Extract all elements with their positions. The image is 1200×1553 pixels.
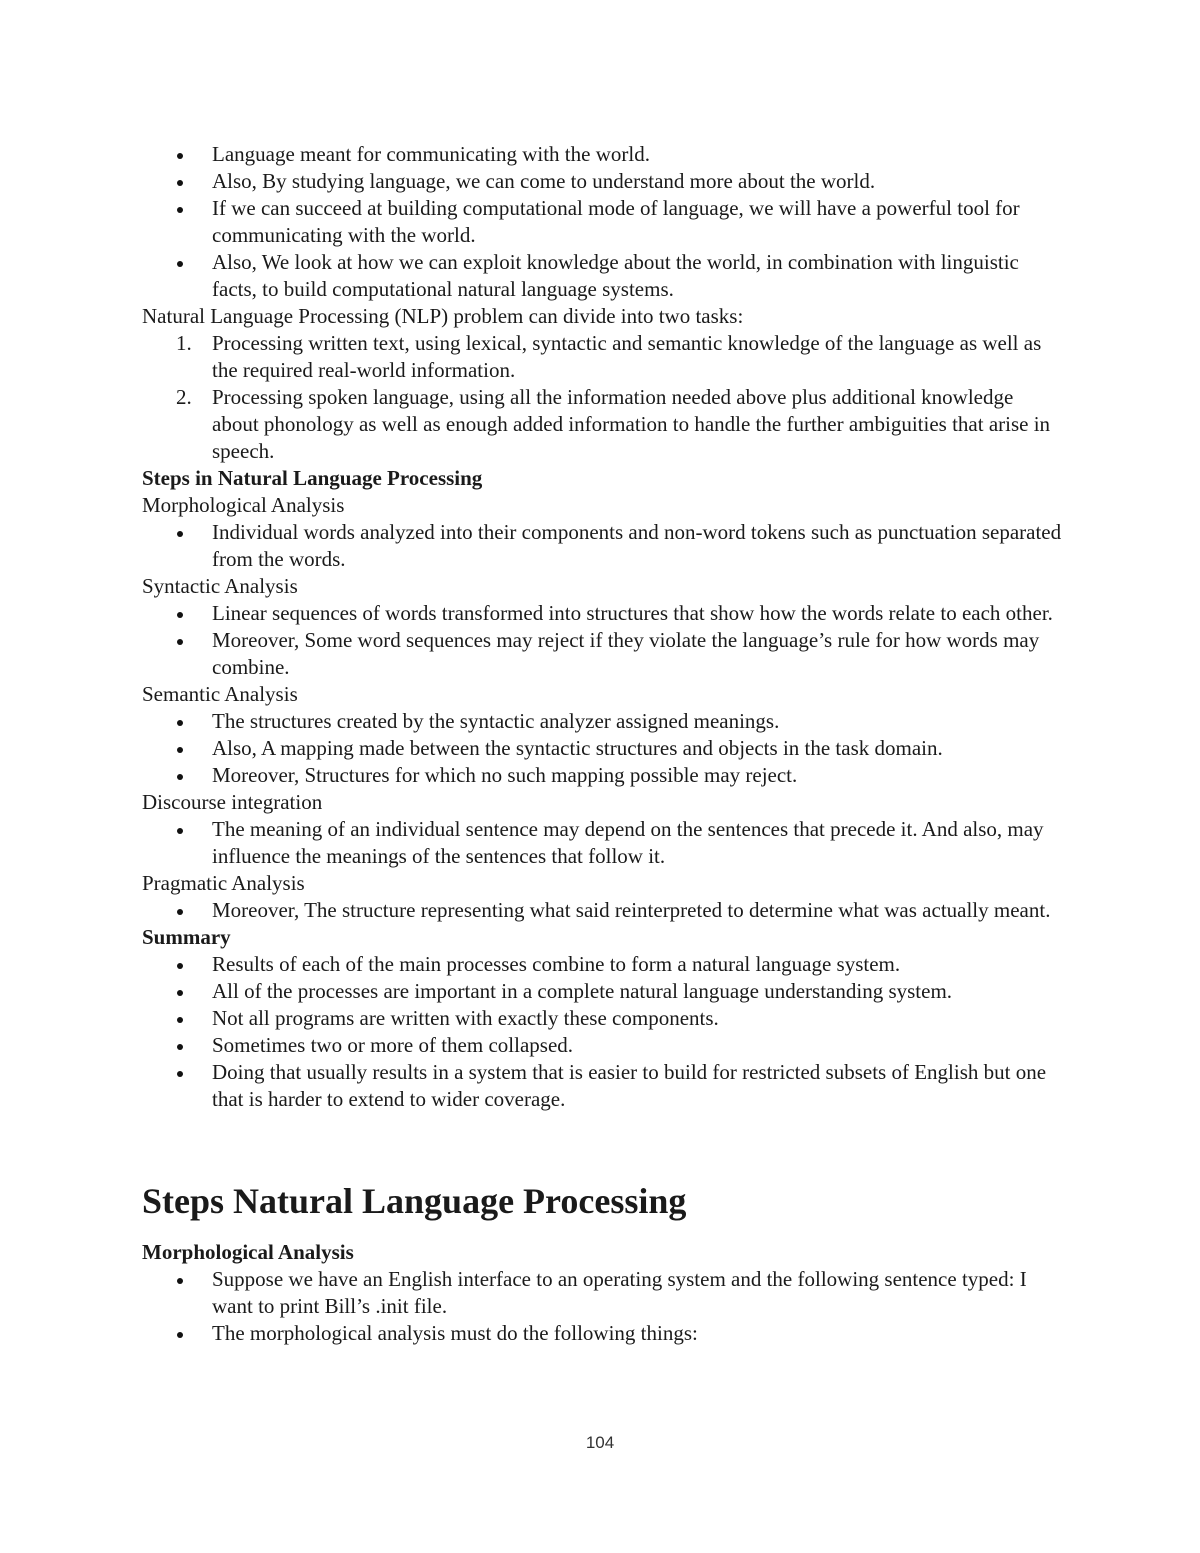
list-item: The structures created by the syntactic analyzer assigned meanings.	[142, 708, 1062, 735]
list-item: Also, By studying language, we can come to understand more about the world.	[142, 168, 1062, 195]
pragmatic-bullet-list	[142, 897, 1062, 924]
bullet-icon	[177, 990, 183, 996]
page-content	[142, 141, 1062, 1347]
list-item: If we can succeed at building computational mode of language, we will have a powerful tool for communicating with the world.	[142, 195, 1062, 249]
list-item: The meaning of an individual sentence may depend on the sentences that precede it. And also, may influence the meanings of the sentences that follow it.	[142, 816, 1062, 870]
bullet-icon	[177, 1071, 183, 1077]
bullet-icon	[177, 612, 183, 618]
nlp-problem-paragraph: Natural Language Processing (NLP) problem can divide into two tasks:	[142, 304, 744, 328]
list-item: Also, A mapping made between the syntactic structures and objects in the task domain.	[142, 735, 1062, 762]
syntactic-bullet-list	[142, 600, 1062, 681]
list-item: 2. Processing spoken language, using all the information needed above plus additional knowledge about phonology as well as enough added information to handle the further ambiguities that arise in speech.	[176, 385, 1051, 463]
list-item: Doing that usually results in a system that is easier to build for restricted subsets of English but one that is harder to extend to wider coverage.	[142, 1059, 1062, 1113]
bullet-icon	[177, 1278, 183, 1284]
bullet-icon	[177, 180, 183, 186]
section2-bullet-list	[142, 1266, 1062, 1347]
summary-bullet-list	[142, 951, 1062, 1113]
semantic-title: Semantic Analysis	[142, 682, 298, 706]
bullet-icon	[177, 531, 183, 537]
list-number: 2.	[176, 385, 192, 409]
page-number: 104	[585, 1433, 615, 1452]
bullet-icon	[177, 909, 183, 915]
semantic-bullet-list	[142, 708, 1062, 789]
list-item: Language meant for communicating with the world.	[142, 141, 1062, 168]
syntactic-title: Syntactic Analysis	[142, 574, 298, 598]
bullet-icon	[177, 1332, 183, 1338]
task-numbered-list	[142, 330, 1062, 465]
summary-heading: Summary	[142, 925, 231, 949]
pragmatic-title: Pragmatic Analysis	[142, 871, 305, 895]
bullet-icon	[177, 1017, 183, 1023]
bullet-icon	[177, 207, 183, 213]
list-item: The morphological analysis must do the following things:	[142, 1320, 1062, 1347]
bullet-icon	[177, 639, 183, 645]
bullet-icon	[177, 963, 183, 969]
bullet-icon	[177, 1044, 183, 1050]
list-item: Not all programs are written with exactly these components.	[142, 1005, 1062, 1032]
list-item: Sometimes two or more of them collapsed.	[142, 1032, 1062, 1059]
list-item: Individual words analyzed into their components and non-word tokens such as punctuation separated from the words.	[142, 519, 1062, 573]
list-item: Moreover, Some word sequences may reject if they violate the language’s rule for how words may combine.	[142, 627, 1062, 681]
list-item: Results of each of the main processes combine to form a natural language system.	[142, 951, 1062, 978]
section-heading: Steps Natural Language Processing	[142, 1181, 687, 1221]
bullet-icon	[177, 828, 183, 834]
discourse-title: Discourse integration	[142, 790, 323, 814]
bullet-icon	[177, 153, 183, 159]
bullet-icon	[177, 774, 183, 780]
list-item: Linear sequences of words transformed into structures that show how the words relate to each other.	[142, 600, 1062, 627]
morphological-bullet-list	[142, 519, 1062, 573]
list-item: Also, We look at how we can exploit knowledge about the world, in combination with linguistic facts, to build computational natural language systems.	[142, 249, 1062, 303]
section-subheading: Morphological Analysis	[142, 1240, 354, 1264]
bullet-icon	[177, 261, 183, 267]
list-item: 1. Processing written text, using lexical, syntactic and semantic knowledge of the language as well as the required real-world information.	[176, 331, 1042, 382]
list-item: Suppose we have an English interface to an operating system and the following sentence typed: I want to print Bill’s .init file.	[142, 1266, 1062, 1320]
intro-bullet-list	[142, 141, 1062, 303]
steps-heading: Steps in Natural Language Processing	[142, 466, 483, 490]
list-number: 1.	[176, 331, 192, 355]
list-item: Moreover, The structure representing what said reinterpreted to determine what was actually meant.	[142, 897, 1062, 924]
morphological-title: Morphological Analysis	[142, 493, 345, 517]
discourse-bullet-list	[142, 816, 1062, 870]
bullet-icon	[177, 747, 183, 753]
list-item: All of the processes are important in a complete natural language understanding system.	[142, 978, 1062, 1005]
list-item: Moreover, Structures for which no such mapping possible may reject.	[142, 762, 1062, 789]
bullet-icon	[177, 720, 183, 726]
